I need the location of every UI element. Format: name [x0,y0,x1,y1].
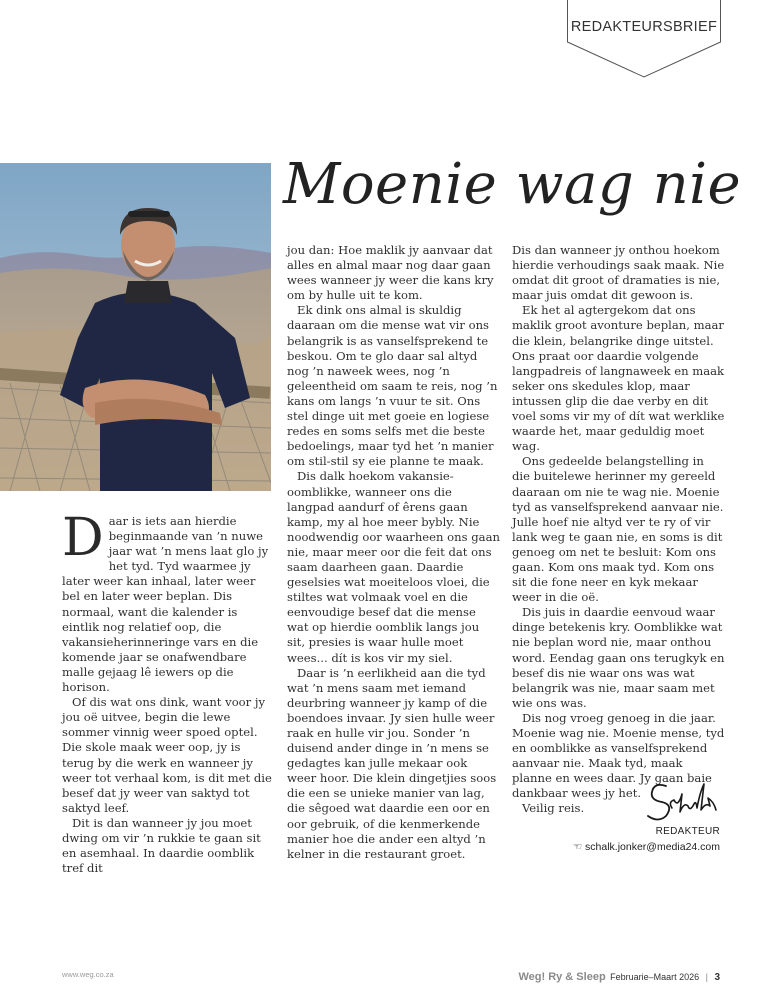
article-paragraph: Ek dink ons almal is skuldig daaraan om die mense wat vir ons belangrik is as vanselfsprekend te beskou. Om te glo daar sal altyd nog ’n naweek wees, nog ’n geleentheid om saam te reis, nog ’n kans om langs ’n vuur te sit. Ons stel dinge uit met goeie en logiese redes en soms selfs met die beste bedoelings, maar tyd het ’n manier om stil-stil sy eie planne te maak. [287,303,498,469]
footer-separator: | [705,972,708,982]
editor-photo [0,163,271,491]
article-paragraph: Dis nog vroeg genoeg in die jaar. Moenie wag nie. Moenie mense, tyd en oomblikke as vanselfsprekend aanvaar nie. Maak tyd, maak planne en wees daar. Jy gaan baie dankbaar wees jy het. [512,710,725,801]
article-paragraph: Veilig reis. [522,801,585,816]
article-paragraph: Daar is ’n eerlikheid aan die tyd wat ’n mens saam met iemand deurbring wanneer jy kamp of die boendoes invaar. Jy sien hulle weer raak en hulle vir jou. Sonder ’n duisend ander dinge in ’n mens se gedagtes kan julle mekaar ook weer hoor. Die klein dingetjies soos die een se unieke manier van lag, die sêgoed wat daardie een oor en oor gebruik, of die kenmerkende manier hoe die ander een altyd ’n kelner in die restaurant groet. [287,665,497,861]
editor-email-line [520,841,720,853]
article-paragraph: Daar is iets aan hierdie beginmaande van ’n nuwe jaar wat ’n mens laat glo jy het tyd. Tyd waarmee jy later weer kan inhaal, later weer bel en later weer beplan. Dis normaal, want die kalender is eintlik nog relatief oop, die vakansieherinneringe vars en die komende jaar se onafwendbare malle gejaag lê iewers op die horison. [62,508,269,695]
drop-cap: D [62,508,104,568]
section-tab-outline [567,0,721,78]
page-number: 3 [714,972,720,983]
article-paragraph: Dis dan wanneer jy onthou hoekom hierdie verhoudings saak maak. Nie omdat dit groot of dramaties is nie, maar juis omdat dit gewoon is. [512,243,725,303]
editor-email[interactable]: schalk.jonker@media24.com [585,841,720,853]
footer-url[interactable]: www.weg.co.za [62,970,114,979]
section-tab [567,0,721,78]
article-column-2 [287,243,500,862]
article-paragraph: Ons gedeelde belangstelling in die buitelewe herinner my gereeld daaraan om nie te wag nie. Moenie tyd as vanselfsprekend aanvaar nie. Julle hoef nie altyd ver te ry of vir lank weg te gaan nie, en soms is dit genoeg om net te besluit: Kom ons gaan. Kom ons maak tyd. Kom ons sit die fone neer en kyk mekaar weer in die oë. [512,454,724,605]
footer-brand: Weg! Ry & Sleep [518,971,606,983]
editor-role: REDAKTEUR [655,826,720,837]
article-paragraph: Dis dalk hoekom vakansie-oomblikke, wanneer ons die langpad aandurf of êrens gaan kamp, my al hoe meer bybly. Nie noodwendig oor waarheen ons gaan nie, maar meer oor die feit dat ons saam daarheen gaan. Daardie geselsies wat moeiteloos vloei, die stiltes wat volmaak voel en die eenvoudige besef dat die mense wat op hierdie oomblik langs jou sit, presies is waar hulle moet wees... dít is kos vir my siel. [287,469,500,665]
pointing-hand-icon: ☜ [572,841,583,853]
section-label: REDAKTEURSBRIEF [570,19,718,35]
footer-issue: Februarie–Maart 2026 [610,972,700,982]
article-paragraph: Ek het al agtergekom dat ons maklik groot avonture beplan, maar die klein, belangrike dinge uitstel. Ons praat oor daardie volgende langpadreis of langnaweek en maak seker ons skedules klop, maar intussen glip die dae verby en dit voel soms vir my of dít wat werklike waarde het, maar geduldig moet wag. [512,303,725,454]
footer-issue-info [518,967,720,985]
article-column-3 [512,243,725,817]
article-paragraph: Dis juis in daardie eenvoud waar dinge betekenis kry. Oomblikke wat nie beplan word nie, maar onthou word. Eendag gaan ons terugkyk en besef dis nie waar ons was wat belangrik was nie, maar saam met wie ons was. [512,605,725,710]
article-paragraph: Of dis wat ons dink, want voor jy jou oë uitvee, begin die lewe sommer vinnig weer spoed optel. Die skole maak weer oop, jy is terug by die werk en wanneer jy weer tot verhaal kom, is dit met die besef dat jy weer van saktyd tot saktyd leef. [62,695,272,815]
article-paragraph: jou dan: Hoe maklik jy aanvaar dat alles en almal maar nog daar gaan wees wanneer jy weer die kans kry om by hulle uit te kom. [287,243,494,303]
article-paragraph: Dit is dan wanneer jy jou moet dwing om vir ’n rukkie te gaan sit en asemhaal. In daardie oomblik tref dit [62,815,261,876]
article-title: Moenie wag nie [283,152,742,217]
article-column-1 [62,508,275,876]
editor-signature [644,778,724,824]
